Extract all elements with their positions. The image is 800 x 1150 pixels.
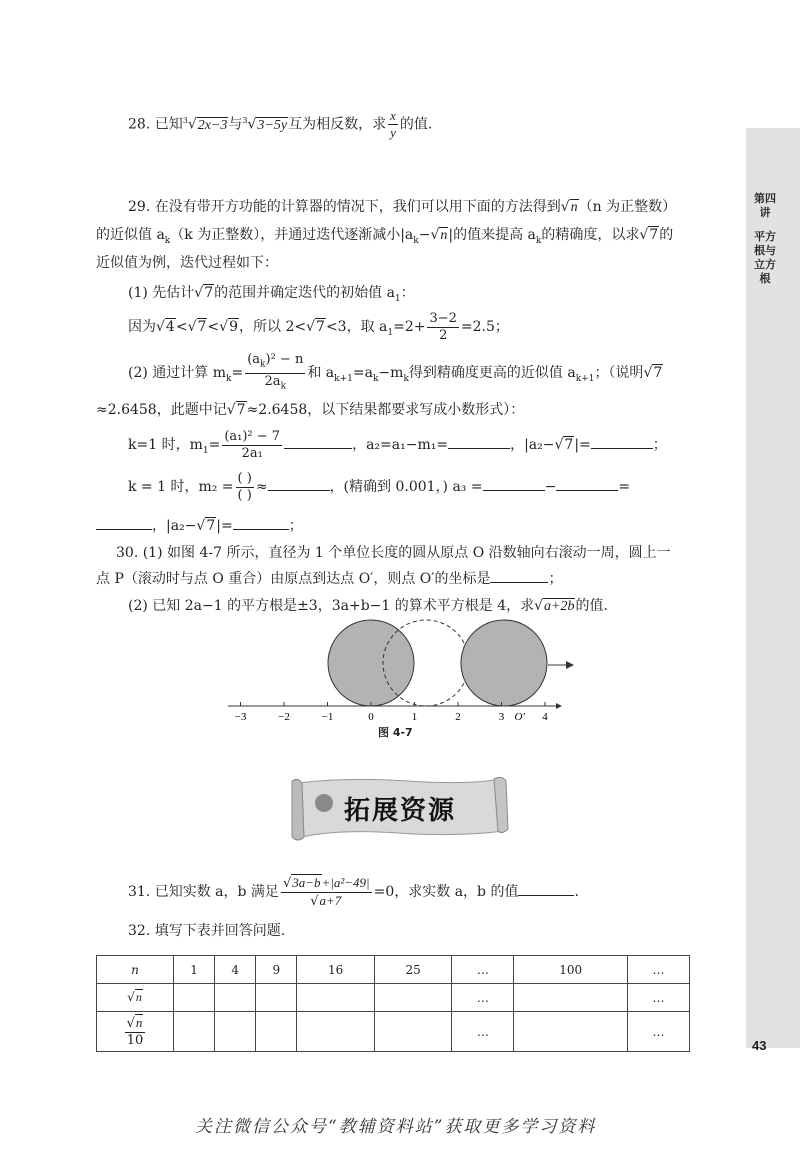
tick-label: 4 [542,711,548,723]
answer-blank[interactable] [518,881,574,896]
answer-blank[interactable] [483,476,545,491]
table-cell[interactable] [374,1012,452,1052]
question-29-step-1: (1) 先估计√7的范围并确定迭代的初始值 $a_1$： [128,285,415,304]
table-cell[interactable] [215,984,256,1012]
figure-rolling-circle [226,615,586,725]
question-32-title: 32. 填写下表并回答问题. [128,923,286,939]
table-cell[interactable] [174,1012,215,1052]
question-29-step-2: (2) 通过计算 $m_k=$ $\frac{(a_k)^2 - n}{2a_k}$ 和 $a_{k+1}=a_k-m_k$得到精确度更高的近似值 $a_{k+1}$；（说明√7 [128,352,663,392]
answer-blank[interactable] [233,515,289,530]
table-header-cell: 1 [174,956,215,984]
question-30-line-1: 30. (1) 如图 4-7 所示，直径为 1 个单位长度的圆从原点 O 沿数轴向右滚动一周，圆上一 [116,545,671,561]
question-29-note: ≈2.6458，此题中记√7≈2.6458，以下结果都要求写成小数形式）： [96,402,525,418]
question-29-last-line: ，|a₂−√7|= ； [96,515,303,536]
tick-label: 3 [498,711,505,723]
question-29-line-2: 的近似值 $a_k(k$ 为正整数），并通过迭代逐渐减小$|a_k-√n|$的值来提高 $a_k$的精确度，以求√7的 [96,227,674,246]
table-header-n: n [97,956,174,984]
tick-label: −1 [321,711,334,723]
table-cell[interactable] [215,1012,256,1052]
table-cell[interactable] [514,984,628,1012]
answer-blank[interactable] [448,434,510,449]
table-cell[interactable] [256,984,297,1012]
row-label-sqrt-n-over-10: $\frac{√n}{10}$ [97,1012,174,1052]
answer-blank[interactable] [591,434,653,449]
question-29-k1-line: k=1 时，$m_1=$ $\frac{\text{(a₁)² − 7}}{\text{2a₁}}$ ，a₂=a₁−m₁= ，|a₂−√7|= ； [128,428,667,461]
tick-label: 1 [411,711,418,723]
chapter-tab-label [752,192,778,286]
question-30-part-2: (2) 已知 2a−1 的平方根是±3，3a+b−1 的算术平方根是 4，求√a+2b的值. [128,598,608,614]
figure-caption: 图 4-7 [378,726,413,739]
table-header-cell: 25 [374,956,452,984]
table-header-cell: 16 [297,956,375,984]
question-28: 28. 已知$^3$√2x−3与$^3$√3−5y互为相反数，求 $\frac{x}{y}$ 的值. [128,108,433,140]
table-header-cell: … [628,956,690,984]
number-line-ticks [235,702,549,723]
table-row [97,956,690,984]
section-title: 拓展资源 [344,796,457,826]
tick-label: 2 [455,711,461,723]
answer-blank[interactable] [96,515,152,530]
question-31: 31. 已知实数 a，b 满足 $\frac{\text{√3a−b+|a²−49|}}{√a+7}$ =0，求实数 a，b 的值 . [128,874,579,909]
answer-blank[interactable] [268,476,330,491]
question-29-line-3: 近似值为例，迭代过程如下： [96,255,278,271]
table-cell: … [452,1012,514,1052]
table-cell[interactable] [297,984,375,1012]
point-o-prime-label: O′ [514,711,525,723]
footer-note: 关注微信公众号“教辅资料站”获取更多学习资料 [195,1117,597,1137]
answer-blank[interactable] [490,568,548,583]
chapter-number: 第四讲 [754,192,776,219]
question-29-estimate: 因为√4<√7<√9，所以 2<√7<3，取 $a_1=2+$ $\frac{3-2}{2}$ =2.5； [128,310,509,343]
circle-end [461,620,547,706]
circle-start [328,620,414,706]
table-header-cell: 4 [215,956,256,984]
question-30-line-2: 点 P（滚动时与点 O 重合）由原点到达点 O′，则点 O′的坐标是 ； [96,568,562,589]
number-line-arrow [556,703,562,709]
arrow-head [566,661,574,669]
table-cell[interactable] [174,984,215,1012]
question-29-line-1: 29. 在没有带开方功能的计算器的情况下，我们可以用下面的方法得到√n（n 为正整数） [128,199,677,215]
page-number: 43 [752,1038,767,1053]
table-cell: … [452,984,514,1012]
table-cell[interactable] [514,1012,628,1052]
fill-in-table [96,955,690,1052]
question-29-k1-m2-line: k = 1 时，m₂ = $\frac{( )}{( )}$ ≈ ，(精确到 0.001，) a₃ = − = [128,470,631,503]
answer-blank[interactable] [556,476,618,491]
table-header-cell: … [452,956,514,984]
table-row [97,984,690,1012]
tick-label: −3 [234,711,247,723]
table-header-cell: 9 [256,956,297,984]
tick-label: 0 [368,711,374,723]
answer-blank[interactable] [284,434,352,449]
chapter-title: 平方根与立方根 [754,230,776,285]
table-cell: … [628,1012,690,1052]
table-header-cell: 100 [514,956,628,984]
tick-label: −2 [278,711,290,723]
table-cell[interactable] [297,1012,375,1052]
table-row [97,1012,690,1052]
row-label-sqrt-n: √n [97,984,174,1012]
table-cell[interactable] [256,1012,297,1052]
banner-dot-icon [315,794,333,812]
table-cell[interactable] [374,984,452,1012]
table-cell: … [628,984,690,1012]
